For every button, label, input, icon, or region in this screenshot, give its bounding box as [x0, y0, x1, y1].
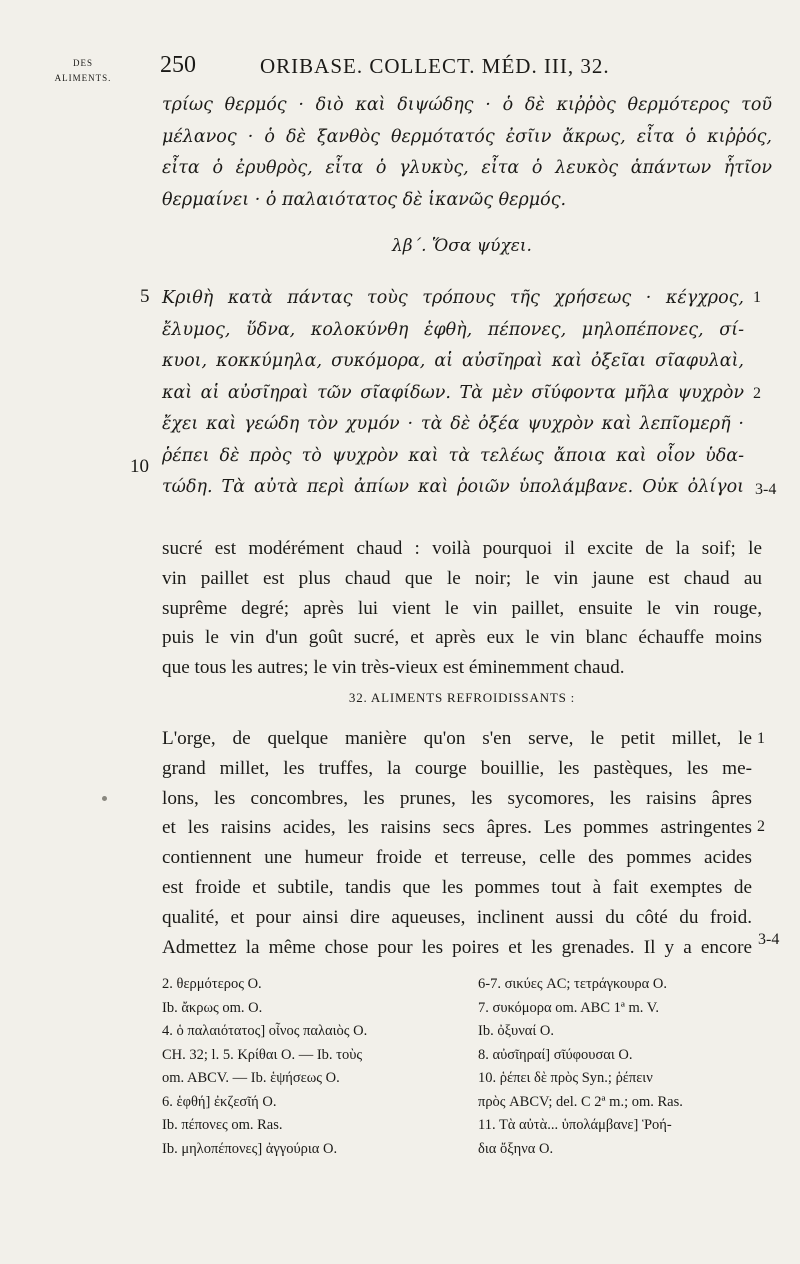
- footnote: Ib. μηλοπέπονες] ἀγγούρια O.: [162, 1140, 338, 1157]
- greek-section-title: λβ΄. Ὅσα ψύχει.: [392, 236, 532, 256]
- footnote: 6-7. σικύες AC; τετράγκουρα O.: [478, 976, 667, 992]
- greek-line: ἔχει καὶ γεώδη τὸν χυμόν · τὰ δὲ ὀξέα ψυχρὸν καὶ λεπῖομερῆ ·: [162, 414, 744, 434]
- greek-line: καὶ αἱ αὐσῖηραὶ τῶν σῖαφίδων. Τὰ μὲν σῖύφοντα μῆλα ψυχρὸν: [162, 382, 744, 403]
- french-line: contiennent une humeur froide et terreuse, celle des pommes acides: [162, 847, 752, 869]
- page-header: [160, 52, 670, 82]
- side-label-line1: DES: [72, 58, 93, 68]
- footnote: om. ABCV. — Ib. ἑψήσεως O.: [162, 1070, 340, 1086]
- footnotes-right: [478, 973, 778, 1161]
- footnote: 7. συκόμορα om. ABC 1ª m. V.: [478, 999, 660, 1016]
- french-line: lons, les concombres, les prunes, les sycomores, les raisins âpres: [162, 787, 752, 809]
- french-margin-3-4: 3-4: [758, 931, 780, 948]
- french-line: sucré est modérément chaud : voilà pourquoi il excite de la soif; le: [162, 538, 762, 559]
- footnote: 11. Τὰ αὐτὰ... ὑπολάμβανε] Ῥοή-: [478, 1117, 672, 1133]
- french-line: grand millet, les truffes, la courge bouillie, les pastèques, les me-: [162, 757, 752, 779]
- greek-line: Κριθὴ κατὰ πάντας τοὺς τρόπους τῆς χρήσεως · κέγχρος,: [162, 288, 744, 308]
- greek-line: τρίως θερμός · διὸ καὶ διψώδης · ὁ δὲ κιῤῥὸς θερμότερος τοῦ: [162, 95, 772, 115]
- running-title: ORIBASE. COLLECT. MÉD. III, 32.: [260, 54, 610, 78]
- footnote: Ib. πέπονες om. Ras.: [162, 1117, 283, 1133]
- footnotes-left: [162, 973, 462, 1161]
- greek-line: ῥέπει δὲ πρὸς τὸ ψυχρὸν καὶ τὰ τελέως ἄποια καὶ οἷον ὑδα-: [162, 445, 744, 466]
- side-label-line2: ALIMENTS.: [54, 73, 112, 83]
- line-number-10: 10: [130, 456, 149, 477]
- french-line: que tous les autres; le vin très-vieux est éminemment chaud.: [162, 657, 625, 679]
- footnote: 10. ῥέπει δὲ πρὸς Syn.; ῥέπειν: [478, 1070, 653, 1086]
- greek-line: θερμαίνει · ὁ παλαιότατος δὲ ἱκανῶς θερμός.: [162, 189, 567, 210]
- footnote: Ib. ὀξυναί O.: [478, 1023, 554, 1039]
- french-line: qualité, et pour ainsi dire aqueuses, inclinent aussi du côté du froid.: [162, 906, 752, 928]
- french-line: suprême degré; après lui vient le vin paillet, ensuite le vin rouge,: [162, 597, 762, 619]
- footnote: πρὸς ABCV; del. C 2ª m.; om. Ras.: [478, 1093, 683, 1110]
- footnote: Ib. ἄκρως om. O.: [162, 999, 263, 1016]
- footnote: δια ὄξηνα O.: [478, 1140, 554, 1157]
- french-text-main: [162, 724, 752, 962]
- french-line: et les raisins acides, les raisins secs âpres. Les pommes astringentes: [162, 817, 752, 839]
- greek-line: εἶτα ὁ ἐρυθρὸς, εἶτα ὁ γλυκὺς, εἶτα ὁ λευκὸς ἁπάντων ἧτῖον: [162, 158, 772, 178]
- greek-line: τώδη. Τὰ αὐτὰ περὶ ἀπίων καὶ ῥοιῶν ὑπολάμβανε. Οὐκ ὀλίγοι: [162, 477, 744, 497]
- greek-text-main: [162, 283, 744, 504]
- french-line: vin paillet est plus chaud que le noir; le vin jaune est chaud au: [162, 567, 762, 589]
- french-line: L'orge, de quelque manière qu'on s'en serve, le petit millet, le: [162, 728, 752, 749]
- ink-speck: [102, 796, 107, 801]
- side-label: [44, 56, 122, 86]
- greek-margin-3-4: 3-4: [755, 481, 777, 498]
- french-margin-1: 1: [757, 730, 765, 747]
- footnote: CH. 32; l. 5. Κρίθαι O. — Ib. τοὺς: [162, 1046, 363, 1063]
- french-text-top: [162, 534, 762, 683]
- footnote: 6. ἑφθή] ἐκζεσῖή O.: [162, 1093, 277, 1110]
- greek-line: κυοι, κοκκύμηλα, συκόμορα, αἱ αὐσῖηραὶ καὶ ὀξεῖαι σῖαφυλαὶ,: [162, 351, 744, 371]
- greek-text-top: [162, 90, 772, 216]
- french-line: puis le vin d'un goût sucré, et après eux le vin blanc échauffe moins: [162, 627, 762, 649]
- page-number: 250: [160, 52, 196, 78]
- french-line: Admettez la même chose pour les poires et les grenades. Il y a encore: [162, 936, 752, 958]
- footnote: 2. θερμότερος O.: [162, 976, 262, 992]
- footnote: 8. αὐσῖηραί] σῖύφουσαι O.: [478, 1046, 633, 1063]
- line-number-5: 5: [140, 286, 150, 307]
- french-section-title: 32. ALIMENTS REFROIDISSANTS :: [348, 690, 576, 705]
- greek-margin-2: 2: [753, 385, 761, 402]
- french-line: est froide et subtile, tandis que les pommes tout à fait exemptes de: [162, 876, 752, 898]
- footnote: 4. ὁ παλαιότατος] οἶνος παλαιὸς O.: [162, 1023, 368, 1039]
- greek-margin-1: 1: [753, 289, 761, 306]
- greek-line: μέλανος · ὁ δὲ ξανθὸς θερμότατός ἐσῖιν ἄκρως, εἶτα ὁ κιῤῥός,: [162, 126, 772, 147]
- french-margin-2: 2: [757, 818, 765, 835]
- greek-line: ἔλυμος, ὕδνα, κολοκύνθη ἑφθὴ, πέπονες, μηλοπέπονες, σί-: [162, 319, 744, 340]
